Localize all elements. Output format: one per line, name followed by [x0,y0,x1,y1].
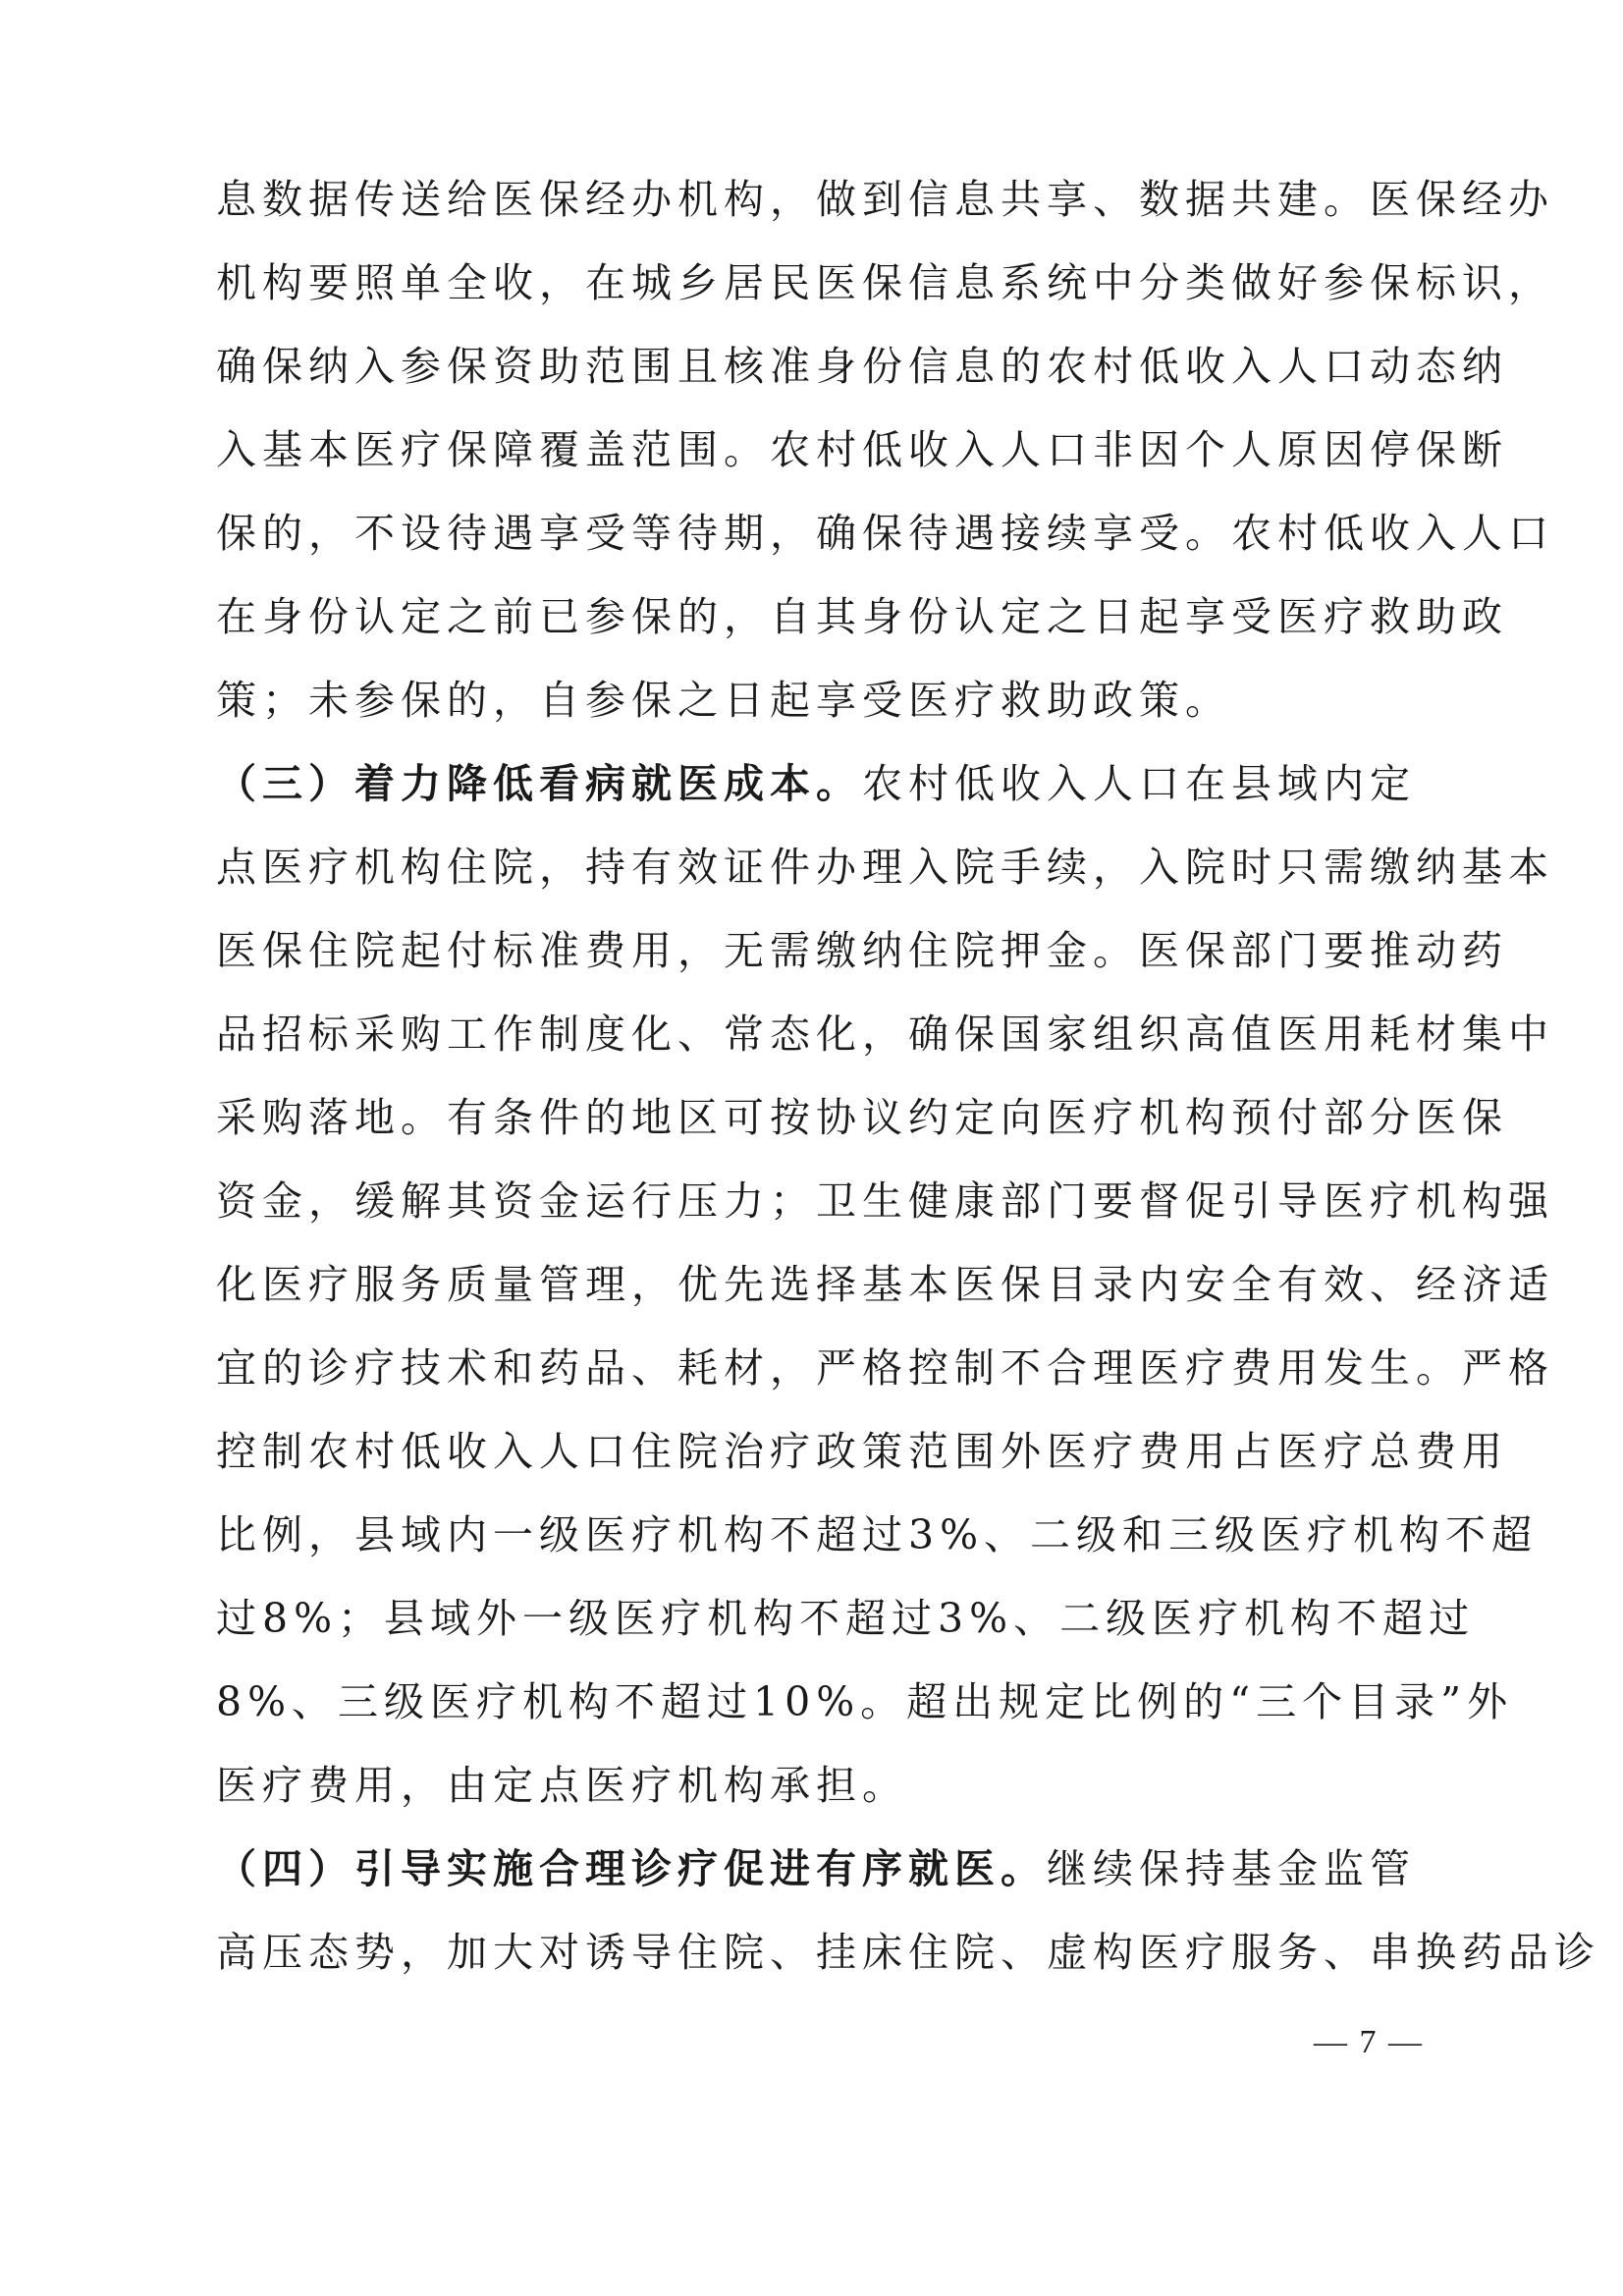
text-line: 在身份认定之前已参保的，自其身份认定之日起享受医疗救助政 [216,593,1508,640]
text-line: 品招标采购工作制度化、常态化，确保国家组织高值医用耗材集中 [216,1011,1554,1058]
text-line: 策；未参保的，自参保之日起享受医疗救助政策。 [216,677,1231,724]
text-line: 保的，不设待遇享受等待期，确保待遇接续享受。农村低收入人口 [216,510,1554,557]
text-line: 息数据传送给医保经办机构，做到信息共享、数据共建。医保经办 [216,176,1554,223]
text-line: 医保住院起付标准费用，无需缴纳住院押金。医保部门要推动药 [216,927,1508,974]
text-line: 入基本医疗保障覆盖范围。农村低收入人口非因个人原因停保断 [216,426,1508,473]
section-heading-4: （四）引导实施合理诊疗促进有序就医。 [216,1845,1047,1892]
text-line: 医疗费用，由定点医疗机构承担。 [216,1762,908,1809]
section-heading-line: （三）着力降低看病就医成本。农村低收入人口在县域内定 [216,760,1416,807]
page-number: — 7 — [1314,2024,1424,2060]
text-line: 宜的诊疗技术和药品、耗材，严格控制不合理医疗费用发生。严格 [216,1344,1554,1392]
text-line: 控制农村低收入人口住院治疗政策范围外医疗费用占医疗总费用 [216,1428,1508,1475]
text-line: 采购落地。有条件的地区可按协议约定向医疗机构预付部分医保 [216,1094,1508,1141]
text-line: 比例，县域内一级医疗机构不超过3%、二级和三级医疗机构不超 [216,1511,1539,1558]
text-line: 确保纳入参保资助范围且核准身份信息的农村低收入人口动态纳 [216,343,1508,390]
text-line: 化医疗服务质量管理，优先选择基本医保目录内安全有效、经济适 [216,1261,1554,1308]
section-heading-3: （三）着力降低看病就医成本。 [216,760,862,807]
section-heading-line: （四）引导实施合理诊疗促进有序就医。继续保持基金监管 [216,1845,1416,1892]
text-line: 机构要照单全收，在城乡居民医保信息系统中分类做好参保标识， [216,259,1554,306]
text-line: 8%、三级医疗机构不超过10%。超出规定比例的“三个目录”外 [216,1678,1514,1725]
text-line: 点医疗机构住院，持有效证件办理入院手续，入院时只需缴纳基本 [216,844,1554,891]
text-line: 高压态势，加大对诱导住院、挂床住院、虚构医疗服务、串换药品诊 [216,1929,1600,1976]
text-line: 过8%；县域外一级医疗机构不超过3%、二级医疗机构不超过 [216,1595,1476,1642]
text-line: 资金，缓解其资金运行压力；卫生健康部门要督促引导医疗机构强 [216,1177,1554,1225]
